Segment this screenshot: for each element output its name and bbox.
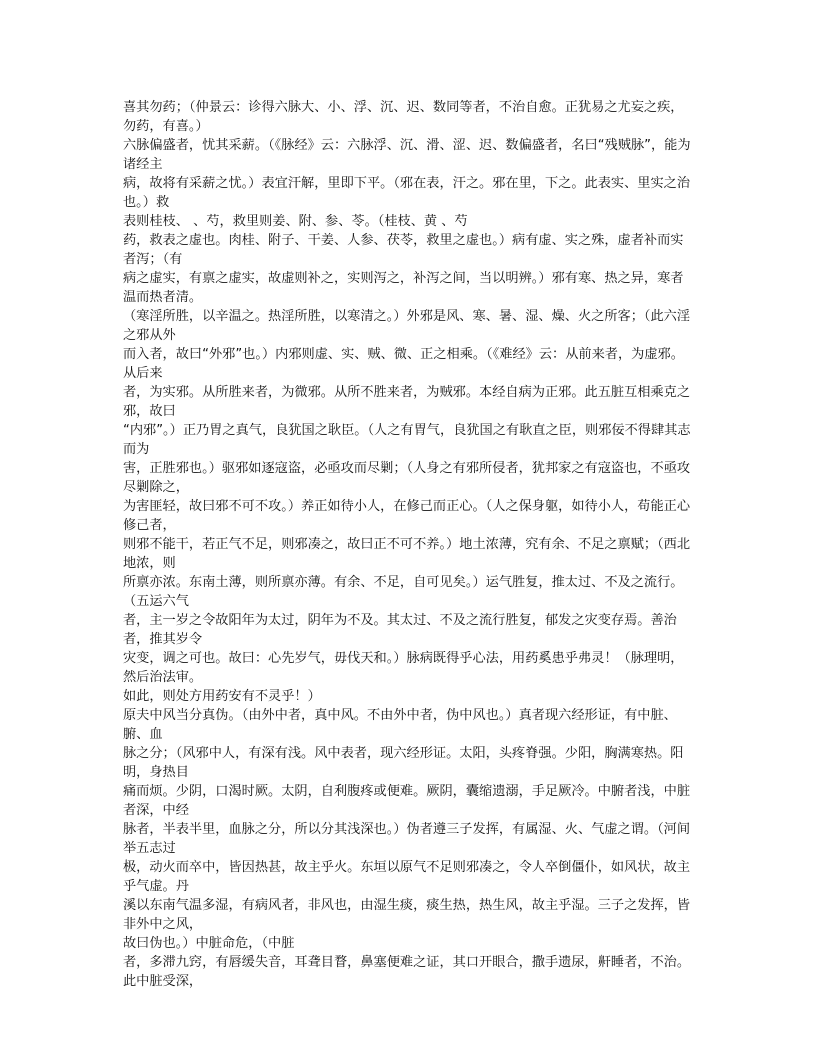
text-line: 六脉偏盛者，忧其采薪。（《脉经》云：六脉浮、沉、滑、涩、迟、数偏盛者，名曰“残贼脉”，能为诸经主 [123, 138, 691, 172]
text-line: 而入者，故曰“外邪”也。）内邪则虚、实、贼、微、正之相乘。（《难经》云：从前来者，为虚邪。从后来 [123, 347, 684, 381]
document-body [123, 98, 695, 991]
text-line: 所禀亦浓。东南土薄，则所禀亦薄。有余、不足，自可见矣。）运气胜复，推太过、不及之流行。（五运六气 [123, 575, 684, 609]
text-line: 者，多滞九窍，有唇缓失音，耳聋目瞀，鼻塞便难之证，其口开眼合，撒手遗尿，鼾睡者，不治。此中脏受深， [123, 955, 691, 989]
text-line: 痛而烦。少阴，口渴时厥。太阴，自利腹疼或便难。厥阴，囊缩遗溺，手足厥冷。中腑者浅，中脏者深，中经 [123, 784, 691, 818]
text-line: 药，救表之虚也。肉桂、附子、干姜、人参、茯苓，救里之虚也。）病有虚、实之殊，虚者补而实者泻；（有 [123, 233, 684, 267]
text-line: 者，主一岁之令故阳年为太过，阴年为不及。其太过、不及之流行胜复，郁发之灾变存焉。善治者，推其岁令 [123, 613, 677, 647]
text-line: 害，正胜邪也。）驱邪如逐寇盗，必亟攻而尽剿；（人身之有邪所侵者，犹邦家之有寇盗也，不亟攻尽剿除之， [123, 461, 691, 495]
text-line: “内邪”。）正乃胃之真气，良犹国之耿臣。（人之有胃气，良犹国之有耿直之臣，则邪佞不得肆其志而为 [123, 423, 691, 457]
text-line: 溪以东南气温多湿，有病风者，非风也，由湿生痰，痰生热，热生风，故主乎湿。三子之发挥，皆非外中之风， [123, 898, 691, 932]
text-line: 如此，则处方用药安有不灵乎！） [123, 689, 321, 704]
text-line: 故曰伪也。）中脏命危，（中脏 [123, 936, 295, 951]
text-line: 病之虚实，有禀之虚实，故虚则补之，实则泻之，补泻之间，当以明辨。）邪有寒、热之异，寒者温而热者清。 [123, 271, 684, 305]
text-line: 喜其勿药；（仲景云：诊得六脉大、小、浮、沉、迟、数同等者，不治自愈。正犹易之尤妄之疾，勿药，有喜。） [123, 100, 684, 134]
text-line: 表则桂枝、 、芍，救里则姜、附、参、苓。（桂枝、黄 、芍 [123, 214, 468, 229]
text-line: 病，故将有采薪之忧。）表宜汗解，里即下平。（邪在表，汗之。邪在里，下之。此表实、里实之治也。）救 [123, 176, 691, 210]
text-line: 者，为实邪。从所胜来者，为微邪。从所不胜来者，为贼邪。本经自病为正邪。此五脏互相乘克之邪，故曰 [123, 385, 691, 419]
text-line: 原夫中风当分真伪。（由外中者，真中风。不由外中者，伪中风也。）真者现六经形证，有中脏、腑、血 [123, 708, 677, 742]
text-line: 为害匪轻，故曰邪不可不攻。）养正如待小人，在修己而正心。（人之保身躯，如待小人，苟能正心修己者， [123, 499, 691, 533]
text-line: 则邪不能干，若正气不足，则邪凑之，故曰正不可不养。）地土浓薄，究有余、不足之禀赋；（西北地浓，则 [123, 537, 691, 571]
text-line: 灾变，调之可也。故曰：心先岁气，毋伐天和。）脉病既得乎心法，用药奚患乎弗灵！（脉理明，然后治法审。 [123, 651, 684, 685]
text-line: 极，动火而卒中，皆因热甚，故主乎火。东垣以原气不足则邪凑之，令人卒倒僵仆，如风状，故主乎气虚。丹 [123, 860, 691, 894]
text-line: 脉者，半表半里，血脉之分，所以分其浅深也。）伪者遵三子发挥，有属湿、火、气虚之谓。（河间举五志过 [123, 822, 691, 856]
text-line: （寒淫所胜，以辛温之。热淫所胜，以寒清之。）外邪是风、寒、暑、湿、燥、火之所客；（此六淫之邪从外 [123, 309, 691, 343]
text-line: 脉之分；（风邪中人，有深有浅。风中表者，现六经形证。太阳，头疼脊强。少阳，胸满寒热。阳明，身热目 [123, 746, 684, 780]
